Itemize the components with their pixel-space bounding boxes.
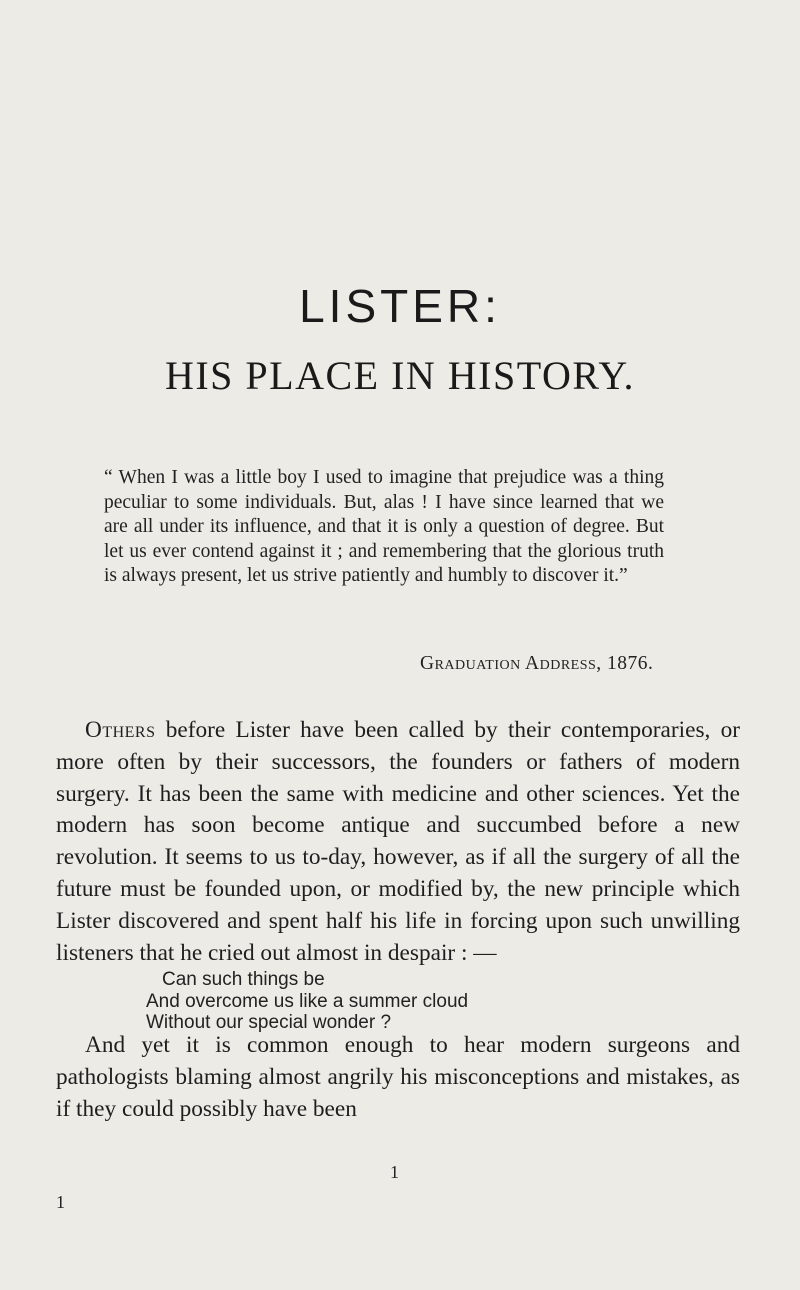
signature-mark: 1	[56, 1192, 65, 1212]
body-paragraph-2: And yet it is common enough to hear modern surgeons and pathologists blaming almost angrily his misconceptions and mistakes, as if they could possibly have been	[56, 1032, 740, 1122]
epigraph-attribution: Graduation Address, 1876.	[420, 653, 654, 674]
chapter-title: LISTER:	[299, 280, 501, 332]
verse-quotation	[146, 969, 468, 1034]
chapter-subtitle: HIS PLACE IN HISTORY.	[164, 353, 636, 398]
paragraph-1-text: before Lister have been called by their contemporaries, or more often by their successors, the founders or fathers of modern surgery. It has been the same with medicine and other sciences. Yet the modern has soon become antique and succumbed before a new revolution. It seems to us to-day, however, as if all the surgery of all the future must be founded upon, or modified by, the new principle which Lister discovered and spent half his life in forcing upon such unwilling listeners that he cried out almost in despair : —	[56, 717, 740, 966]
verse-line-2: And overcome us like a summer cloud	[146, 990, 469, 1012]
verse-line-1: Can such things be	[162, 969, 325, 990]
paragraph-opening-word: Others	[85, 717, 156, 743]
epigraph-quote: “ When I was a little boy I used to imagine that prejudice was a thing peculiar to some individuals. But, alas ! I have since learned that we are all under its influence, and that it is only a question of degree. But let us ever contend against it ; and remembering that the glorious truth is always present, let us strive patiently and humbly to discover it.”	[104, 467, 664, 587]
epigraph	[104, 466, 664, 589]
verse-line-3: Without our special wonder ?	[146, 1012, 392, 1033]
body-paragraph-1	[56, 715, 740, 969]
page-number: 1	[390, 1162, 399, 1182]
